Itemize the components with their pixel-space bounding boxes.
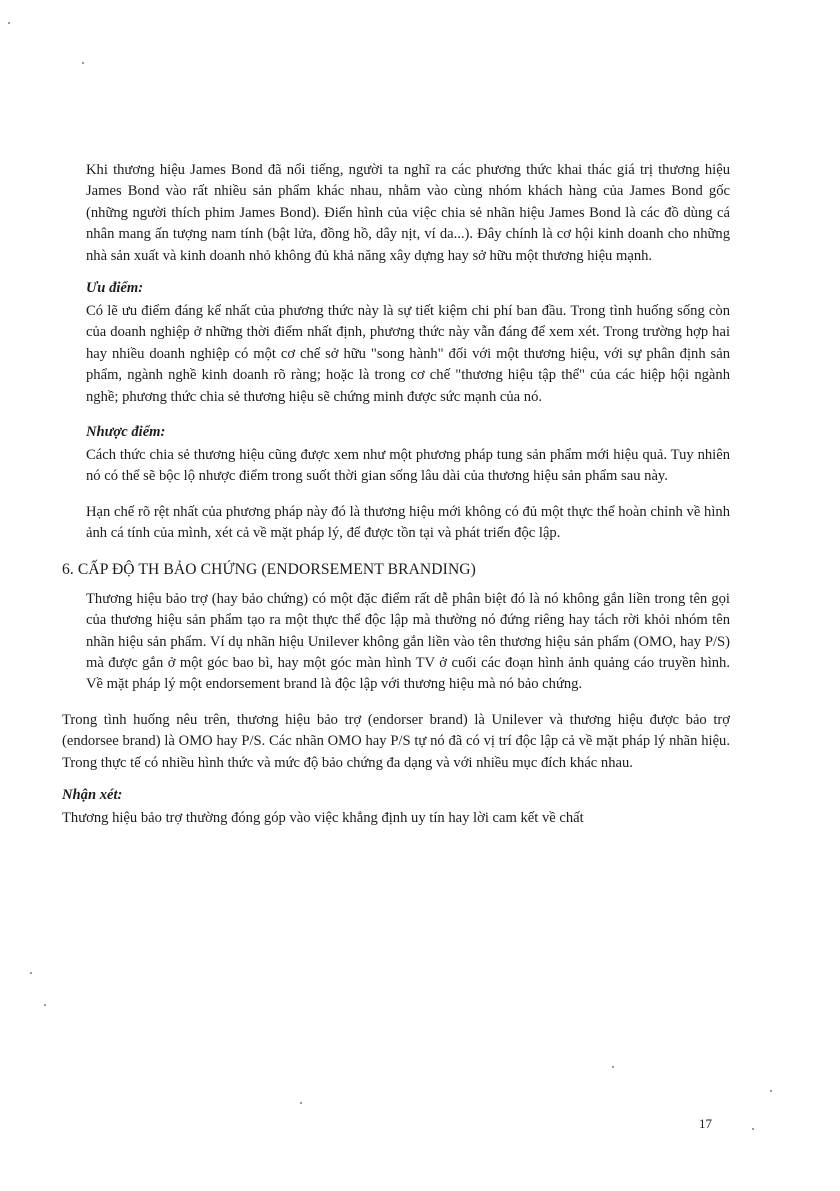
paragraph-advantages: Có lẽ ưu điểm đáng kể nhất của phương thức này là sự tiết kiệm chi phí ban đầu. Trong tình huống sống còn của doanh nghiệp ở những thời điểm nhất định, phương thức này vẫn đáng để xem xét. Trong trường hợp hai hay nhiều doanh nghiệp có một cơ chế sở hữu "song hành" đối với một thương hiệu, với sự phân định sản phẩm, ngành nghề kinh doanh rõ ràng; hoặc là trong cơ chế "thương hiệu tập thể" của các hiệp hội ngành nghề; phương thức chia sẻ thương hiệu sẽ chứng minh được sức mạnh của nó. (86, 303, 730, 405)
scan-speck (8, 22, 10, 24)
paragraph-endorsement-example: Trong tình huống nêu trên, thương hiệu bảo trợ (endorser brand) là Unilever và thương hiệu được bảo trợ (endorsee brand) là OMO hay P/S. Các nhãn OMO hay P/S tự nó đã có vị trí độc lập cả về mặt pháp lý nhãn hiệu. Trong thực tế có nhiều hình thức và mức độ bảo chứng đa dạng và với nhiều mục đích khác nhau. (62, 711, 730, 771)
scan-speck (770, 1090, 772, 1092)
paragraph-disadvantages-1: Cách thức chia sẻ thương hiệu cũng được xem như một phương pháp tung sản phẩm mới hiệu quả. Tuy nhiên nó có thể sẽ bộc lộ nhược điểm trong suốt thời gian sống lâu dài của thương hiệu sản phẩm sau này. (86, 447, 730, 485)
scan-speck (300, 1102, 302, 1104)
page-body (62, 160, 730, 829)
page-number: 17 (699, 1116, 712, 1131)
paragraph-endorsement-definition: Thương hiệu bảo trợ (hay bảo chứng) có một đặc điểm rất dễ phân biệt đó là nó không gắn liền trong tên gọi của thương hiệu sản phẩm tạo ra một thực thể độc lập mà thường nó đứng riêng hay tách rời khỏi nhóm tên nhãn hiệu sản phẩm. Ví dụ nhãn hiệu Unilever không gắn liền vào tên thương hiệu sản phẩm (OMO, hay P/S) mà được gắn ở một góc bao bì, hay một góc màn hình TV ở cuối các đoạn hình ảnh quảng cáo truyền hình. Về mặt pháp lý một endorsement brand là độc lập với thương hiệu mà nó bảo chứng. (86, 590, 730, 693)
paragraph-james-bond: Khi thương hiệu James Bond đã nổi tiếng, người ta nghĩ ra các phương thức khai thác giá trị thương hiệu James Bond vào rất nhiều sản phẩm khác nhau, nhằm vào cùng nhóm khách hàng của James Bond gốc (những người thích phim James Bond). Điển hình của việc chia sẻ nhãn hiệu James Bond là các đồ dùng cá nhân mang ấn tượng nam tính (bật lửa, đồng hồ, dây nịt, ví da...). Đây chính là cơ hội kinh doanh cho những nhà sản xuất và kinh doanh nhỏ không đủ khả năng xây dựng hay sở hữu một thương hiệu mạnh. (86, 162, 730, 264)
scan-speck (752, 1128, 754, 1130)
scan-speck (30, 972, 32, 974)
scan-speck (44, 1004, 46, 1006)
paragraph-comment: Thương hiệu bảo trợ thường đóng góp vào việc khẳng định uy tín hay lời cam kết về chất (62, 809, 584, 826)
scan-speck (82, 62, 84, 64)
comment-heading: Nhận xét: (62, 786, 123, 803)
paragraph-disadvantages-2: Hạn chế rõ rệt nhất của phương pháp này đó là thương hiệu mới không có đủ một thực thể hoàn chỉnh về hình ảnh cá tính của mình, xét cả về mặt pháp lý, để được tồn tại và phát triển độc lập. (86, 503, 730, 542)
section-title: 6. CẤP ĐỘ TH BẢO CHỨNG (ENDORSEMENT BRANDING) (62, 560, 476, 578)
advantages-heading: Ưu điểm: (86, 280, 144, 297)
disadvantages-heading: Nhược điểm: (86, 424, 166, 441)
scan-speck (612, 1066, 614, 1068)
